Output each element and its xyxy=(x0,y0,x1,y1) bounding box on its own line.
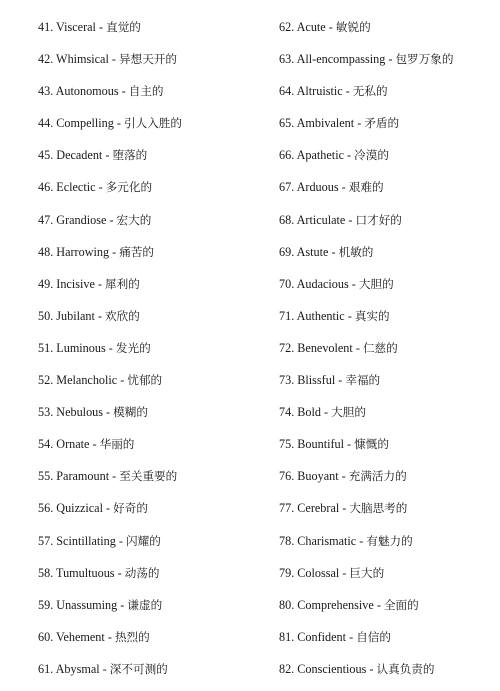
chinese-translation: 大胆的 xyxy=(331,405,366,420)
english-word: 45. Decadent - xyxy=(38,148,113,163)
english-word: 50. Jubilant - xyxy=(38,308,106,323)
chinese-translation: 无私的 xyxy=(352,84,388,99)
chinese-translation: 全面的 xyxy=(383,597,419,612)
word-entry xyxy=(38,210,263,242)
word-entry xyxy=(279,370,494,402)
word-entry xyxy=(279,595,494,627)
chinese-translation: 多元化的 xyxy=(105,180,153,195)
chinese-translation: 机敏的 xyxy=(338,244,374,259)
english-word: 52. Melancholic - xyxy=(38,373,128,388)
word-entry xyxy=(279,531,494,563)
chinese-translation: 至关重要的 xyxy=(119,469,178,484)
english-word: 67. Arduous - xyxy=(279,180,349,195)
word-entry xyxy=(38,627,263,659)
word-entry xyxy=(279,627,494,659)
chinese-translation: 大胆的 xyxy=(358,276,394,291)
english-word: 46. Eclectic - xyxy=(38,180,106,195)
english-word: 63. All-encompassing - xyxy=(279,52,396,67)
word-entry xyxy=(38,434,263,466)
english-word: 72. Benevolent - xyxy=(279,340,363,355)
english-word: 66. Apathetic - xyxy=(279,148,355,163)
english-word: 69. Astute - xyxy=(279,244,339,259)
english-word: 54. Ornate - xyxy=(38,437,100,452)
word-entry xyxy=(279,274,494,306)
chinese-translation: 自信的 xyxy=(356,629,391,644)
word-entry xyxy=(38,17,263,49)
chinese-translation: 冷漠的 xyxy=(354,148,389,163)
word-entry xyxy=(38,595,263,627)
chinese-translation: 矛盾的 xyxy=(364,116,400,131)
word-entry xyxy=(38,466,263,498)
word-entry xyxy=(38,306,263,338)
english-word: 58. Tumultuous - xyxy=(38,565,125,580)
chinese-translation: 幸福的 xyxy=(345,373,381,388)
word-entry xyxy=(279,402,494,434)
english-word: 73. Blissful - xyxy=(279,373,346,388)
word-entry xyxy=(38,531,263,563)
chinese-translation: 宏大的 xyxy=(116,212,152,227)
word-entry xyxy=(38,81,263,113)
chinese-translation: 包罗万象的 xyxy=(395,52,454,67)
english-word: 47. Grandiose - xyxy=(38,212,117,227)
word-entry xyxy=(279,338,494,370)
chinese-translation: 模糊的 xyxy=(113,405,148,420)
chinese-translation: 忧郁的 xyxy=(127,373,163,388)
right-word-column xyxy=(279,17,494,691)
chinese-translation: 自主的 xyxy=(128,84,164,99)
chinese-translation: 异想天开的 xyxy=(119,52,177,67)
chinese-translation: 充满活力的 xyxy=(348,469,407,484)
english-word: 57. Scintillating - xyxy=(38,533,127,548)
word-entry xyxy=(279,242,494,274)
chinese-translation: 闪耀的 xyxy=(126,533,161,548)
chinese-translation: 谦虚的 xyxy=(127,597,163,612)
word-entry xyxy=(279,498,494,530)
chinese-translation: 敏锐的 xyxy=(335,20,371,34)
word-entry xyxy=(279,81,494,113)
english-word: 65. Ambivalent - xyxy=(279,116,365,131)
word-entry xyxy=(279,659,494,691)
english-word: 61. Abysmal - xyxy=(38,661,110,676)
chinese-translation: 犀利的 xyxy=(105,276,140,291)
chinese-translation: 发光的 xyxy=(115,340,151,355)
chinese-translation: 艰难的 xyxy=(348,180,384,195)
english-word: 48. Harrowing - xyxy=(38,244,120,259)
english-word: 81. Confident - xyxy=(279,629,357,644)
word-entry xyxy=(38,274,263,306)
chinese-translation: 引人入胜的 xyxy=(124,116,182,131)
english-word: 79. Colossal - xyxy=(279,565,350,580)
english-word: 56. Quizzical - xyxy=(38,501,114,516)
english-word: 71. Authentic - xyxy=(279,308,355,323)
chinese-translation: 热烈的 xyxy=(114,629,150,644)
chinese-translation: 堕落的 xyxy=(112,148,148,163)
chinese-translation: 直觉的 xyxy=(106,20,141,34)
english-word: 76. Buoyant - xyxy=(279,469,349,484)
word-entry xyxy=(279,49,494,81)
word-entry xyxy=(279,145,494,177)
chinese-translation: 慷慨的 xyxy=(354,437,389,452)
word-entry xyxy=(38,498,263,530)
chinese-translation: 欢欣的 xyxy=(105,308,140,323)
word-entry xyxy=(38,177,263,209)
chinese-translation: 大脑思考的 xyxy=(349,501,408,516)
left-word-column xyxy=(38,17,263,691)
chinese-translation: 认真负责的 xyxy=(376,661,435,676)
english-word: 70. Audacious - xyxy=(279,276,359,291)
word-entry xyxy=(279,434,494,466)
chinese-translation: 巨大的 xyxy=(349,565,385,580)
english-word: 77. Cerebral - xyxy=(279,501,350,516)
chinese-translation: 痛苦的 xyxy=(119,244,155,259)
chinese-translation: 真实的 xyxy=(354,308,390,323)
word-entry xyxy=(279,177,494,209)
english-word: 64. Altruistic - xyxy=(279,84,353,99)
english-word: 42. Whimsical - xyxy=(38,52,120,67)
chinese-translation: 有魅力的 xyxy=(366,533,413,548)
english-word: 82. Conscientious - xyxy=(279,661,377,676)
word-entry xyxy=(38,113,263,145)
chinese-translation: 动荡的 xyxy=(124,565,160,580)
english-word: 51. Luminous - xyxy=(38,340,116,355)
english-word: 44. Compelling - xyxy=(38,116,124,131)
word-entry xyxy=(38,242,263,274)
chinese-translation: 深不可测的 xyxy=(109,661,168,676)
word-entry xyxy=(279,466,494,498)
word-entry xyxy=(279,210,494,242)
chinese-translation: 好奇的 xyxy=(113,501,148,516)
word-entry xyxy=(38,563,263,595)
english-word: 59. Unassuming - xyxy=(38,597,128,612)
english-word: 49. Incisive - xyxy=(38,276,106,291)
word-entry xyxy=(38,402,263,434)
english-word: 55. Paramount - xyxy=(38,469,120,484)
word-entry xyxy=(38,49,263,81)
word-entry xyxy=(38,370,263,402)
english-word: 75. Bountiful - xyxy=(279,437,355,452)
chinese-translation: 华丽的 xyxy=(99,437,135,452)
chinese-translation: 口才好的 xyxy=(355,212,402,227)
word-entry xyxy=(279,17,494,49)
word-entry xyxy=(279,563,494,595)
word-entry xyxy=(38,145,263,177)
english-word: 60. Vehement - xyxy=(38,629,115,644)
word-entry xyxy=(38,659,263,691)
english-word: 62. Acute - xyxy=(279,20,336,34)
word-entry xyxy=(279,306,494,338)
english-word: 41. Visceral - xyxy=(38,20,107,34)
word-entry xyxy=(38,338,263,370)
word-entry xyxy=(279,113,494,145)
english-word: 80. Comprehensive - xyxy=(279,597,384,612)
english-word: 68. Articulate - xyxy=(279,212,356,227)
chinese-translation: 仁慈的 xyxy=(362,340,398,355)
english-word: 43. Autonomous - xyxy=(38,84,129,99)
english-word: 74. Bold - xyxy=(279,405,332,420)
english-word: 78. Charismatic - xyxy=(279,533,367,548)
english-word: 53. Nebulous - xyxy=(38,405,114,420)
